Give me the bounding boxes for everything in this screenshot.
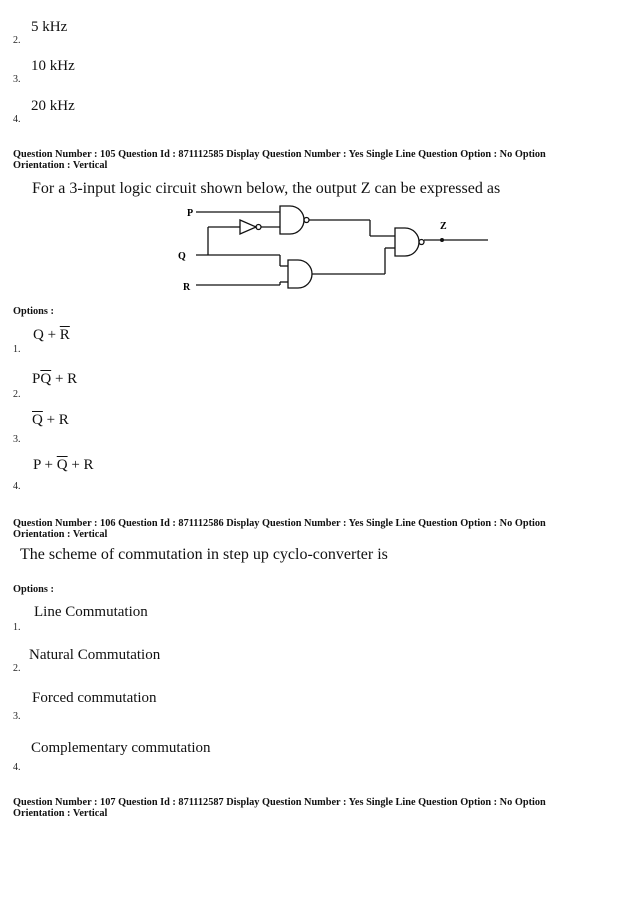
question-106-meta-line2: Orientation : Vertical: [13, 529, 108, 540]
question-105-option-4-number: 4.: [13, 481, 21, 492]
option-4-part-tail: + R: [67, 457, 94, 473]
prev-option-2-number: 2.: [13, 35, 21, 46]
question-106-meta: [13, 518, 546, 540]
prev-option-3-number: 3.: [13, 74, 21, 85]
question-106-option-1-number: 1.: [13, 622, 21, 633]
prev-option-3-text: 10 kHz: [31, 58, 75, 74]
question-105-option-3: [32, 412, 69, 429]
question-106-option-2-number: 2.: [13, 663, 21, 674]
question-105-option-2-number: 2.: [13, 389, 21, 400]
question-105-meta: [13, 149, 546, 171]
question-107-meta: [13, 797, 546, 819]
option-1-part: Q +: [33, 327, 60, 343]
option-3-part-bar: $\overline{Q}$: [32, 412, 43, 428]
question-106-options-label: Options :: [13, 584, 54, 595]
question-105-meta-line2: Orientation : Vertical: [13, 160, 108, 171]
question-105-option-2: [32, 371, 77, 388]
logic-circuit-diagram: [170, 200, 500, 300]
question-106-option-2: Natural Commutation: [29, 647, 161, 663]
prev-option-4-text: 20 kHz: [31, 98, 75, 114]
option-2-part: P: [32, 371, 41, 387]
option-2-part-tail: + R: [51, 371, 78, 387]
question-106-option-3-number: 3.: [13, 711, 21, 722]
question-106-option-1: Line Commutation: [34, 604, 148, 620]
question-105-meta-line1: Question Number : 105 Question Id : 871112585 Display Question Number : Yes Single Line Question Option : No Option: [13, 149, 546, 160]
question-106-text: The scheme of commutation in step up cyclo-converter is: [20, 546, 388, 563]
question-107-meta-line1: Question Number : 107 Question Id : 871112587 Display Question Number : Yes Single Line Question Option : No Option: [13, 797, 546, 808]
option-1-part-bar: $\overline{R}$: [59, 327, 70, 343]
and-gate-bottom: [288, 260, 312, 288]
nand-gate-top: [280, 206, 304, 234]
nand-gate-output: [395, 228, 419, 256]
question-106-option-4: Complementary commutation: [31, 740, 211, 756]
question-106-option-4-number: 4.: [13, 762, 21, 773]
option-4-part: P +: [33, 457, 57, 473]
question-105-text: For a 3-input logic circuit shown below, the output Z can be expressed as: [32, 180, 501, 197]
not-gate: [240, 220, 256, 234]
prev-option-2-text: 5 kHz: [31, 19, 68, 35]
question-107-meta-line2: Orientation : Vertical: [13, 808, 108, 819]
question-105-option-1-number: 1.: [13, 344, 21, 355]
label-z: Z: [440, 221, 447, 232]
label-p: P: [187, 208, 194, 219]
option-3-part-tail: + R: [42, 412, 69, 428]
prev-option-4-number: 4.: [13, 114, 21, 125]
question-106-meta-line1: Question Number : 106 Question Id : 871112586 Display Question Number : Yes Single Line Question Option : No Option: [13, 518, 546, 529]
label-q: Q: [178, 251, 186, 262]
question-105-option-4: [33, 457, 94, 474]
option-4-part-bar: $\overline{Q}$: [56, 457, 68, 473]
label-r: R: [183, 282, 191, 293]
option-2-part-bar: $\overline{Q}$: [40, 371, 52, 387]
question-105-option-3-number: 3.: [13, 434, 21, 445]
question-106-option-3: Forced commutation: [32, 690, 157, 706]
question-105-options-label: Options :: [13, 306, 54, 317]
question-105-option-1: [33, 327, 70, 344]
